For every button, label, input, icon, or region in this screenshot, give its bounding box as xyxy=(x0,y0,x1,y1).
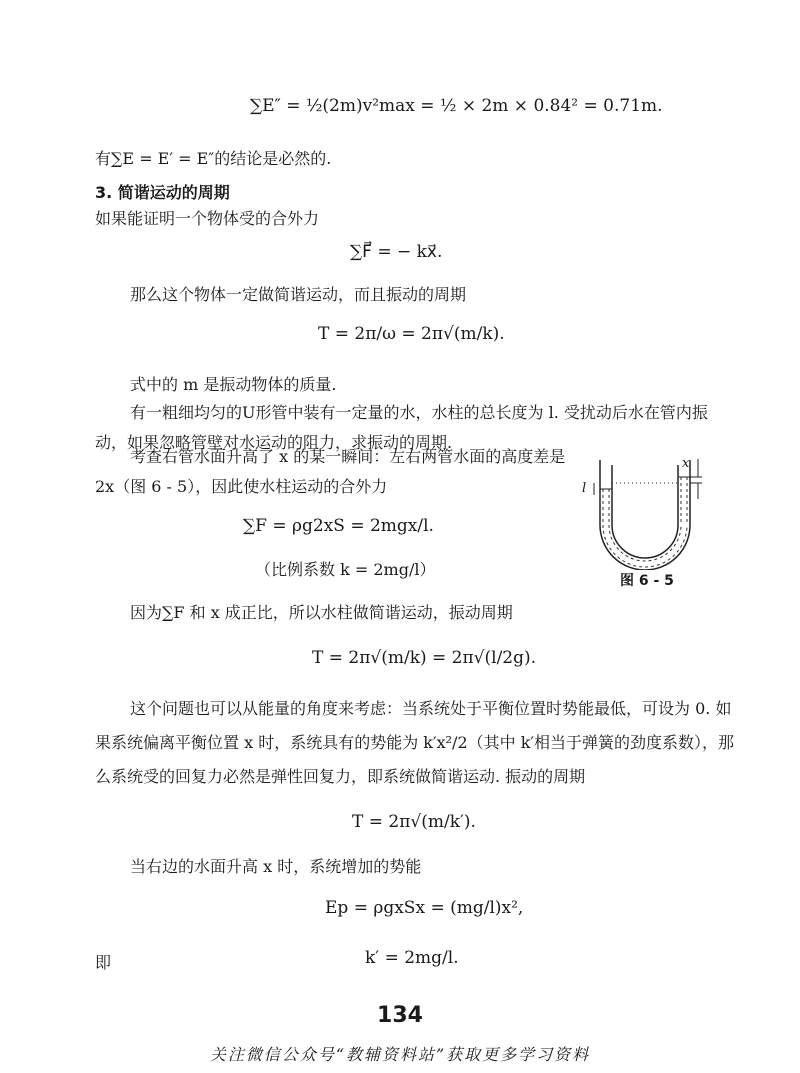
equation-kprime: k′ = 2mg/l. xyxy=(365,948,459,968)
word-ji: 即 xyxy=(95,953,112,972)
paragraph-because: 因为∑F 和 x 成正比，所以水柱做简谐运动，振动周期 xyxy=(130,603,513,622)
paragraph-consider: 考查右管水面升高了 x 的某一瞬间：左右两管水面的高度差是 2x（图 6 - 5），因此使水柱运动的合外力 xyxy=(95,447,566,496)
paragraph-mass: 式中的 m 是振动物体的质量. xyxy=(130,375,337,394)
figure-caption: 图 6 - 5 xyxy=(620,573,674,589)
equation-energy-sum: ∑E″ = ½(2m)v²max = ½ × 2m × 0.84² = 0.71m. xyxy=(250,96,663,116)
equation-Ep: Ep = ρgxSx = (mg/l)x², xyxy=(325,898,524,918)
paragraph-then: 那么这个物体一定做简谐运动，而且振动的周期 xyxy=(130,285,467,304)
paragraph-right: 当右边的水面升高 x 时，系统增加的势能 xyxy=(130,857,422,876)
conclusion-line: 有∑E = E′ = E″的结论是必然的. xyxy=(95,149,332,168)
page-number: 134 xyxy=(377,1003,423,1028)
equation-sumF: ∑F = ρg2xS = 2mgx/l. xyxy=(243,516,434,536)
paragraph-if: 如果能证明一个物体受的合外力 xyxy=(95,209,320,228)
u-tube-figure xyxy=(590,455,710,570)
figure-label-l: l xyxy=(582,481,587,496)
equation-k: （比例系数 k = 2mg/l） xyxy=(255,560,436,579)
paragraph-energy: 这个问题也可以从能量的角度来考虑：当系统处于平衡位置时势能最低，可设为 0. 如果系统偏离平衡位置 x 时，系统具有的势能为 k′x²/2（其中 k′相当于弹簧的劲度系数），那么系统受的回复力必然是弹性回复力，即系统做简谐运动. 振动的周期 xyxy=(95,699,735,786)
section-heading: 3. 简谐运动的周期 xyxy=(95,183,230,202)
figure-label-x: x xyxy=(682,456,690,471)
footer-watermark: 关注微信公众号“教辅资料站”获取更多学习资料 xyxy=(209,1045,591,1064)
equation-force: ∑F⃗ = − kx⃗. xyxy=(350,242,443,262)
equation-period-1: T = 2π/ω = 2π√(m/k). xyxy=(318,324,505,344)
paragraph-problem: 有一粗细均匀的U形管中装有一定量的水，水柱的总长度为 l. 受扰动后水在管内振动，如果忽略管壁对水运动的阻力，求振动的周期. xyxy=(95,403,708,452)
equation-period-3: T = 2π√(m/k′). xyxy=(352,812,476,832)
equation-period-2: T = 2π√(m/k) = 2π√(l/2g). xyxy=(312,648,537,668)
